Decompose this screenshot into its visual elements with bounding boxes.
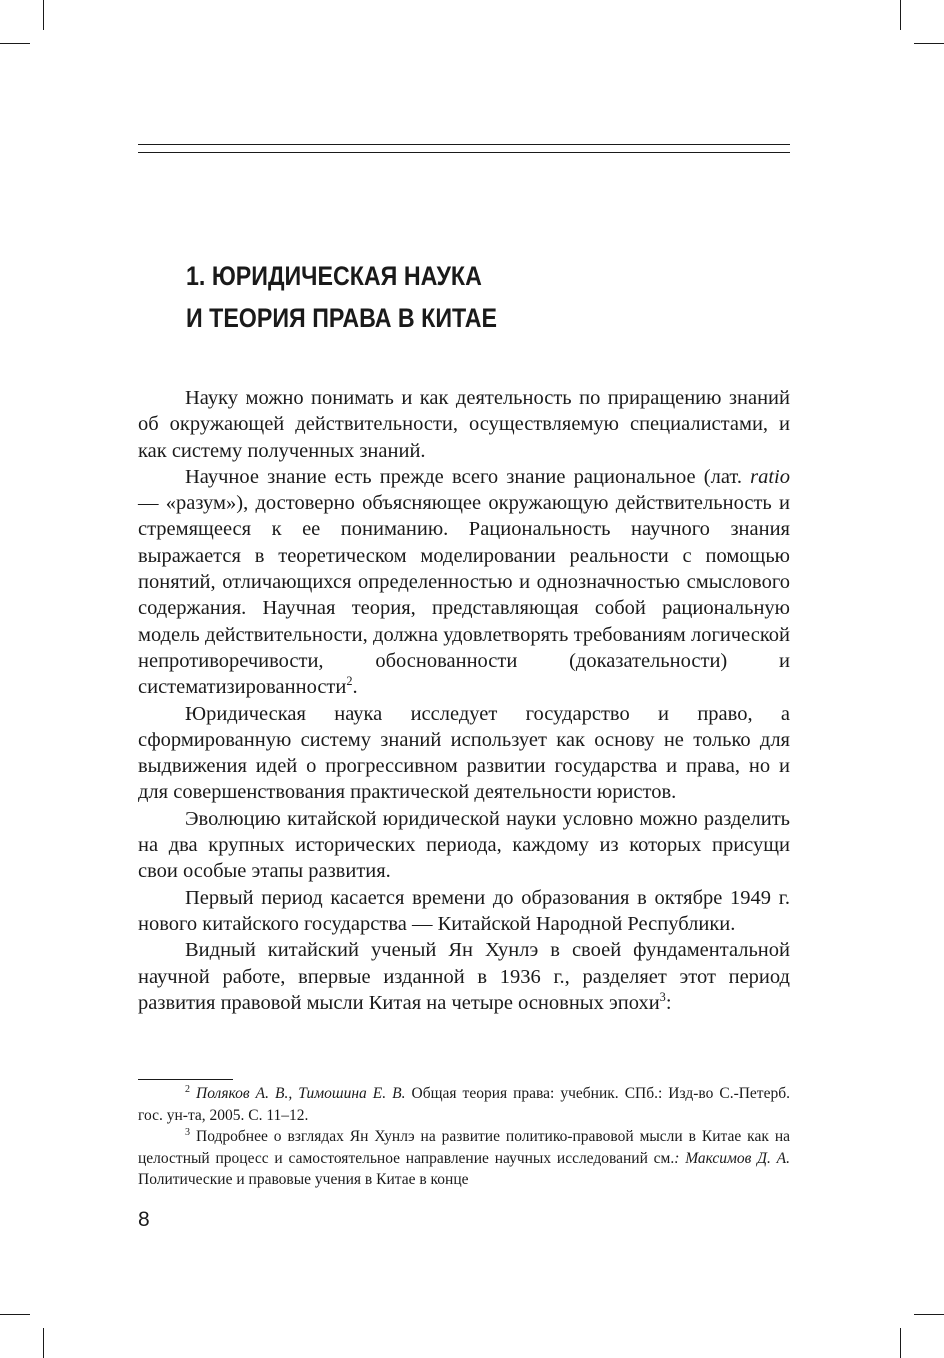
footnote-text: Подробнее о взглядах Ян Хунлэ на развитие политико-правовой мысли в Китае как на целостный процесс и самостоятельное направление научных исследований см. [138, 1128, 790, 1167]
footnote [138, 1083, 790, 1126]
footnote-text: Общая теория права: учебник. СПб.: Изд-во С.-Петерб. гос. ун-та, 2005. С. 11–12. [138, 1085, 790, 1124]
latin-term: ratio [750, 465, 790, 488]
footnote-separator [138, 1079, 233, 1080]
paragraph-end: . [352, 676, 358, 699]
chapter-title-line-2: И ТЕОРИЯ ПРАВА В КИТАЕ [186, 303, 497, 333]
crop-mark-bottom-right-vertical [900, 1328, 901, 1358]
chapter-title [186, 255, 497, 339]
footnote-number: 3 [185, 1126, 190, 1138]
paragraph: Первый период касается времени до образования в октябре 1949 г. нового китайского государства — Китайской Народной Республики. [138, 886, 790, 935]
header-rule-top [138, 144, 790, 145]
crop-mark-top-right-horizontal [914, 43, 944, 44]
paragraph: Науку можно понимать и как деятельность по приращению знаний об окружающей действительности, осуществляемую специалистами, и как систему полученных знаний. [138, 387, 790, 462]
paragraph-end: : [665, 991, 672, 1014]
paragraph-text: — «разум»), достоверно объясняющее окружающую действительность и стремящееся к ее пониманию. Рациональность научного знания выражается в теоретическом моделировании реальности с помощью понятий, отличающихся определенностью и однозначностью смыслового содержания. Научная теория, представляющая собой рациональную модель действительности, должна удовлетворять требованиям логической непротиворечивости, обоснованности (доказательности) и систематизированности [138, 492, 790, 699]
crop-mark-bottom-right-horizontal [914, 1314, 944, 1315]
footnote-text: Политические и правовые учения в Китае в конце [138, 1171, 469, 1188]
body-text [138, 385, 790, 1016]
crop-mark-top-left-horizontal [0, 43, 30, 44]
crop-mark-bottom-left-vertical [43, 1328, 44, 1358]
footnote-ref[interactable]: 2 [346, 674, 353, 689]
crop-mark-top-left-vertical [43, 0, 44, 30]
crop-mark-bottom-left-horizontal [0, 1314, 30, 1315]
footnote-ref[interactable]: 3 [659, 990, 666, 1004]
paragraph [138, 937, 790, 1016]
chapter-title-line-1: 1. ЮРИДИЧЕСКАЯ НАУКА [186, 261, 482, 291]
footnotes [138, 1083, 790, 1191]
paragraph: Эволюцию китайской юридической науки условно можно разделить на два крупных исторических периода, каждому из которых присущи свои особые этапы развития. [138, 807, 790, 883]
paragraph [138, 464, 790, 701]
header-rule-bottom [138, 152, 790, 153]
crop-mark-top-right-vertical [900, 0, 901, 30]
footnote-authors: Поляков А. В., Тимошина Е. В. [196, 1085, 406, 1102]
paragraph-text: Видный китайский ученый Ян Хунлэ в своей фундаментальной научной работе, впервые изданной в 1936 г., разделяет этот период развития правовой мысли Китая на четыре основных эпохи [138, 939, 790, 1014]
footnote [138, 1126, 790, 1191]
page-number: 8 [138, 1208, 150, 1231]
footnote-colon: : [674, 1149, 680, 1167]
footnote-authors: Максимов Д. А. [679, 1149, 791, 1167]
paragraph-text: Научное знание есть прежде всего знание рациональное (лат. [185, 465, 751, 488]
footnote-number: 2 [185, 1083, 190, 1095]
paragraph: Юридическая наука исследует государство и право, а сформированную систему знаний использует как основу не только для выдвижения идей о прогрессивном развитии государства и права, но и для совершенствования практической деятельности юристов. [138, 702, 790, 804]
